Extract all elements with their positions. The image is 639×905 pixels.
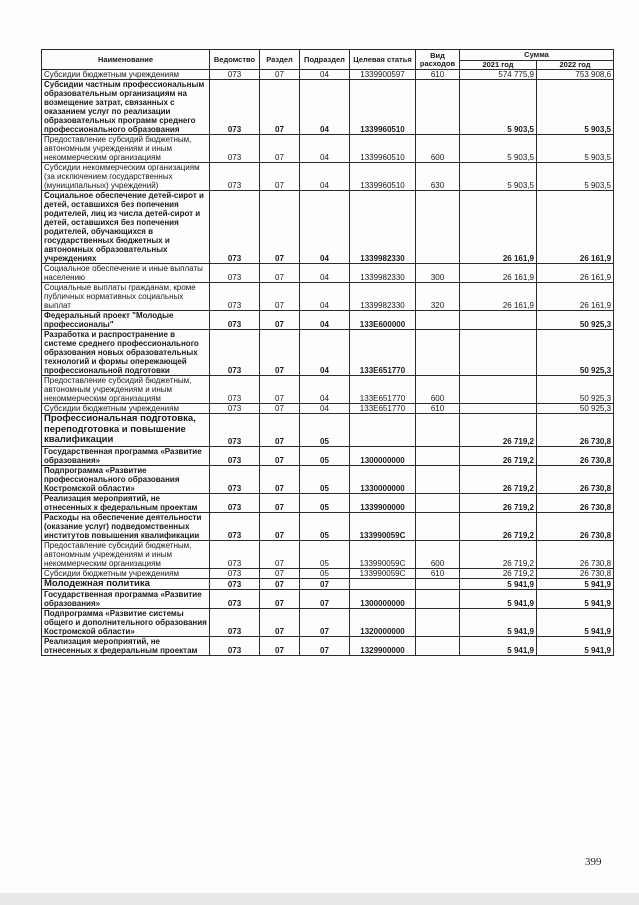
cell-target xyxy=(350,414,416,447)
cell-2021: 26 719,2 xyxy=(460,512,537,540)
cell-section: 07 xyxy=(260,404,300,414)
cell-dept: 073 xyxy=(210,590,260,609)
cell-2021: 5 941,9 xyxy=(460,637,537,656)
cell-dept: 073 xyxy=(210,637,260,656)
table-row xyxy=(42,578,614,590)
cell-2021: 5 941,9 xyxy=(460,578,537,590)
header-subsection: Подраздел xyxy=(300,50,350,70)
cell-2021: 5 903,5 xyxy=(460,135,537,163)
cell-name: Субсидии бюджетным учреждениям xyxy=(42,404,210,414)
cell-name: Подпрограмма «Развитие системы общего и дополнительного образования Костромской области» xyxy=(42,609,210,637)
cell-target: 1300000000 xyxy=(350,590,416,609)
cell-type xyxy=(416,578,460,590)
cell-name: Субсидии бюджетным учреждениям xyxy=(42,70,210,80)
cell-target: 1339900000 xyxy=(350,493,416,512)
header-type: Вид расходов xyxy=(416,50,460,70)
table-row xyxy=(42,376,614,404)
cell-dept: 073 xyxy=(210,376,260,404)
cell-target: 133990059С xyxy=(350,568,416,578)
header-name: Наименование xyxy=(42,50,210,70)
cell-2022: 26 161,9 xyxy=(537,264,614,283)
cell-dept: 073 xyxy=(210,404,260,414)
header-dept: Ведомство xyxy=(210,50,260,70)
cell-name: Социальное обеспечение детей-сирот и детей, оставшихся без попечения родителей, лиц из числа детей-сирот и детей, оставшихся без попечения родителей, обучающихся в государственных бюджетных и автономных образовательных учреждениях xyxy=(42,191,210,264)
cell-type xyxy=(416,311,460,330)
table-row xyxy=(42,568,614,578)
cell-type: 600 xyxy=(416,376,460,404)
cell-section: 07 xyxy=(260,264,300,283)
cell-target: 1329900000 xyxy=(350,637,416,656)
cell-2022: 26 161,9 xyxy=(537,191,614,264)
cell-subsection: 07 xyxy=(300,609,350,637)
cell-section: 07 xyxy=(260,283,300,311)
cell-2022: 5 941,9 xyxy=(537,637,614,656)
cell-2022: 26 730,8 xyxy=(537,465,614,493)
cell-2022: 5 903,5 xyxy=(537,163,614,191)
cell-section: 07 xyxy=(260,135,300,163)
cell-target: 1339900597 xyxy=(350,70,416,80)
cell-dept: 073 xyxy=(210,311,260,330)
cell-dept: 073 xyxy=(210,540,260,568)
table-row xyxy=(42,540,614,568)
cell-section: 07 xyxy=(260,512,300,540)
cell-type xyxy=(416,446,460,465)
cell-type: 610 xyxy=(416,404,460,414)
cell-2022: 26 730,8 xyxy=(537,446,614,465)
cell-section: 07 xyxy=(260,311,300,330)
cell-section: 07 xyxy=(260,609,300,637)
table-row xyxy=(42,590,614,609)
header-section: Раздел xyxy=(260,50,300,70)
table-row xyxy=(42,512,614,540)
cell-subsection: 05 xyxy=(300,493,350,512)
cell-subsection: 04 xyxy=(300,191,350,264)
scan-bottom-edge xyxy=(0,893,639,905)
cell-2022: 26 161,9 xyxy=(537,283,614,311)
cell-dept: 073 xyxy=(210,163,260,191)
cell-section: 07 xyxy=(260,80,300,135)
cell-type xyxy=(416,609,460,637)
cell-type xyxy=(416,414,460,447)
table-row xyxy=(42,135,614,163)
cell-2021: 574 775,9 xyxy=(460,70,537,80)
cell-target: 133E651770 xyxy=(350,376,416,404)
cell-2021: 26 719,2 xyxy=(460,540,537,568)
cell-name: Предоставление субсидий бюджетным, автономным учреждениям и иным некоммерческим организациям xyxy=(42,540,210,568)
cell-type xyxy=(416,330,460,376)
cell-subsection: 07 xyxy=(300,637,350,656)
cell-type xyxy=(416,590,460,609)
cell-target: 1339960510 xyxy=(350,163,416,191)
cell-target: 1300000000 xyxy=(350,446,416,465)
cell-dept: 073 xyxy=(210,264,260,283)
table-row xyxy=(42,283,614,311)
cell-type xyxy=(416,465,460,493)
cell-subsection: 04 xyxy=(300,376,350,404)
cell-name: Молодежная политика xyxy=(42,578,210,590)
cell-section: 07 xyxy=(260,578,300,590)
cell-dept: 073 xyxy=(210,330,260,376)
cell-subsection: 04 xyxy=(300,163,350,191)
cell-2021: 5 903,5 xyxy=(460,163,537,191)
cell-target: 1339982330 xyxy=(350,264,416,283)
cell-type: 610 xyxy=(416,568,460,578)
cell-2022: 50 925,3 xyxy=(537,330,614,376)
cell-2022: 5 941,9 xyxy=(537,609,614,637)
cell-2021: 5 941,9 xyxy=(460,590,537,609)
cell-subsection: 05 xyxy=(300,465,350,493)
cell-dept: 073 xyxy=(210,465,260,493)
cell-name: Подпрограмма «Развитие профессионального образования Костромской области» xyxy=(42,465,210,493)
header-year-2022: 2022 год xyxy=(537,61,614,70)
cell-type xyxy=(416,637,460,656)
table-row xyxy=(42,163,614,191)
cell-target: 1339960510 xyxy=(350,80,416,135)
cell-2022: 50 925,3 xyxy=(537,404,614,414)
cell-2021: 26 719,2 xyxy=(460,446,537,465)
cell-section: 07 xyxy=(260,446,300,465)
cell-2022: 26 730,8 xyxy=(537,568,614,578)
cell-section: 07 xyxy=(260,163,300,191)
cell-2022: 50 925,3 xyxy=(537,376,614,404)
cell-2022: 26 730,8 xyxy=(537,493,614,512)
cell-dept: 073 xyxy=(210,80,260,135)
cell-name: Субсидии некоммерческим организациям (за исключением государственных (муниципальных) учреждений) xyxy=(42,163,210,191)
cell-type: 610 xyxy=(416,70,460,80)
table-row xyxy=(42,414,614,447)
cell-subsection: 05 xyxy=(300,568,350,578)
cell-type xyxy=(416,191,460,264)
cell-subsection: 05 xyxy=(300,414,350,447)
cell-name: Разработка и распространение в системе среднего профессионального образования новых образовательных технологий и формы опережающей профессиональной подготовки xyxy=(42,330,210,376)
cell-section: 07 xyxy=(260,70,300,80)
cell-name: Социальные выплаты гражданам, кроме публичных нормативных социальных выплат xyxy=(42,283,210,311)
cell-2022: 26 730,8 xyxy=(537,414,614,447)
cell-section: 07 xyxy=(260,191,300,264)
cell-subsection: 04 xyxy=(300,404,350,414)
cell-name: Расходы на обеспечение деятельности (оказание услуг) подведомственных институтов повышения квалификации xyxy=(42,512,210,540)
table-row xyxy=(42,330,614,376)
cell-target: 133990059С xyxy=(350,512,416,540)
table-row xyxy=(42,404,614,414)
cell-target: 1339960510 xyxy=(350,135,416,163)
cell-name: Субсидии бюджетным учреждениям xyxy=(42,568,210,578)
table-row xyxy=(42,70,614,80)
cell-dept: 073 xyxy=(210,512,260,540)
cell-name: Федеральный проект "Молодые профессионалы" xyxy=(42,311,210,330)
table-row xyxy=(42,311,614,330)
cell-target: 133990059С xyxy=(350,540,416,568)
cell-subsection: 07 xyxy=(300,578,350,590)
cell-name: Предоставление субсидий бюджетным, автономным учреждениям и иным некоммерческим организациям xyxy=(42,135,210,163)
cell-section: 07 xyxy=(260,414,300,447)
cell-name: Государственная программа «Развитие образования» xyxy=(42,446,210,465)
table-row xyxy=(42,609,614,637)
table-row xyxy=(42,465,614,493)
cell-target xyxy=(350,578,416,590)
cell-type xyxy=(416,512,460,540)
cell-target: 1339982330 xyxy=(350,283,416,311)
table-row xyxy=(42,80,614,135)
cell-2022: 26 730,8 xyxy=(537,540,614,568)
cell-dept: 073 xyxy=(210,568,260,578)
cell-target: 133E651770 xyxy=(350,330,416,376)
cell-type: 300 xyxy=(416,264,460,283)
cell-2021 xyxy=(460,311,537,330)
cell-type: 600 xyxy=(416,540,460,568)
table-row xyxy=(42,493,614,512)
cell-subsection: 07 xyxy=(300,590,350,609)
cell-dept: 073 xyxy=(210,493,260,512)
header-sum: Сумма xyxy=(460,50,614,61)
cell-target: 133E651770 xyxy=(350,404,416,414)
cell-name: Государственная программа «Развитие образования» xyxy=(42,590,210,609)
cell-2021: 26 161,9 xyxy=(460,264,537,283)
cell-dept: 073 xyxy=(210,609,260,637)
cell-2021: 5 903,5 xyxy=(460,80,537,135)
cell-2022: 753 908,6 xyxy=(537,70,614,80)
cell-name: Предоставление субсидий бюджетным, автономным учреждениям и иным некоммерческим организациям xyxy=(42,376,210,404)
cell-2021: 26 719,2 xyxy=(460,493,537,512)
cell-section: 07 xyxy=(260,330,300,376)
cell-section: 07 xyxy=(260,540,300,568)
cell-2021: 26 719,2 xyxy=(460,568,537,578)
cell-2021: 26 719,2 xyxy=(460,414,537,447)
cell-subsection: 04 xyxy=(300,311,350,330)
table-row xyxy=(42,191,614,264)
cell-target: 1339982330 xyxy=(350,191,416,264)
cell-subsection: 04 xyxy=(300,135,350,163)
cell-name: Социальное обеспечение и иные выплаты населению xyxy=(42,264,210,283)
cell-section: 07 xyxy=(260,568,300,578)
cell-section: 07 xyxy=(260,590,300,609)
cell-type xyxy=(416,80,460,135)
table-header xyxy=(42,50,614,70)
table-body xyxy=(42,70,614,656)
cell-type: 320 xyxy=(416,283,460,311)
page-number: 399 xyxy=(585,856,602,868)
cell-dept: 073 xyxy=(210,414,260,447)
cell-type xyxy=(416,493,460,512)
table-row xyxy=(42,637,614,656)
cell-dept: 073 xyxy=(210,70,260,80)
cell-2021 xyxy=(460,330,537,376)
cell-2021: 5 941,9 xyxy=(460,609,537,637)
cell-section: 07 xyxy=(260,493,300,512)
cell-2022: 5 941,9 xyxy=(537,578,614,590)
cell-target: 133E600000 xyxy=(350,311,416,330)
cell-2022: 5 903,5 xyxy=(537,80,614,135)
cell-2021: 26 719,2 xyxy=(460,465,537,493)
cell-dept: 073 xyxy=(210,578,260,590)
cell-2022: 26 730,8 xyxy=(537,512,614,540)
cell-subsection: 04 xyxy=(300,80,350,135)
table-row xyxy=(42,264,614,283)
cell-2022: 50 925,3 xyxy=(537,311,614,330)
cell-2021: 26 161,9 xyxy=(460,283,537,311)
cell-subsection: 04 xyxy=(300,283,350,311)
cell-subsection: 04 xyxy=(300,330,350,376)
cell-name: Реализация мероприятий, не отнесенных к федеральным проектам xyxy=(42,637,210,656)
cell-subsection: 04 xyxy=(300,264,350,283)
cell-subsection: 04 xyxy=(300,70,350,80)
cell-dept: 073 xyxy=(210,135,260,163)
header-year-2021: 2021 год xyxy=(460,61,537,70)
cell-2022: 5 941,9 xyxy=(537,590,614,609)
cell-section: 07 xyxy=(260,376,300,404)
cell-target: 1330000000 xyxy=(350,465,416,493)
header-target: Целевая статья xyxy=(350,50,416,70)
cell-type: 630 xyxy=(416,163,460,191)
cell-subsection: 05 xyxy=(300,446,350,465)
cell-subsection: 05 xyxy=(300,512,350,540)
budget-table xyxy=(41,49,614,656)
cell-2021 xyxy=(460,404,537,414)
cell-2021 xyxy=(460,376,537,404)
cell-dept: 073 xyxy=(210,283,260,311)
cell-dept: 073 xyxy=(210,446,260,465)
cell-2022: 5 903,5 xyxy=(537,135,614,163)
cell-target: 1320000000 xyxy=(350,609,416,637)
cell-dept: 073 xyxy=(210,191,260,264)
cell-name: Субсидии частным профессиональным образовательным организациям на возмещение затрат, связанных с оказанием услуг по реализации образовательных программ среднего профессионального образования xyxy=(42,80,210,135)
cell-2021: 26 161,9 xyxy=(460,191,537,264)
cell-name: Реализация мероприятий, не отнесенных к федеральным проектам xyxy=(42,493,210,512)
cell-subsection: 05 xyxy=(300,540,350,568)
cell-name: Профессиональная подготовка, переподготовка и повышение квалификации xyxy=(42,414,210,447)
cell-type: 600 xyxy=(416,135,460,163)
cell-section: 07 xyxy=(260,637,300,656)
table-row xyxy=(42,446,614,465)
cell-section: 07 xyxy=(260,465,300,493)
